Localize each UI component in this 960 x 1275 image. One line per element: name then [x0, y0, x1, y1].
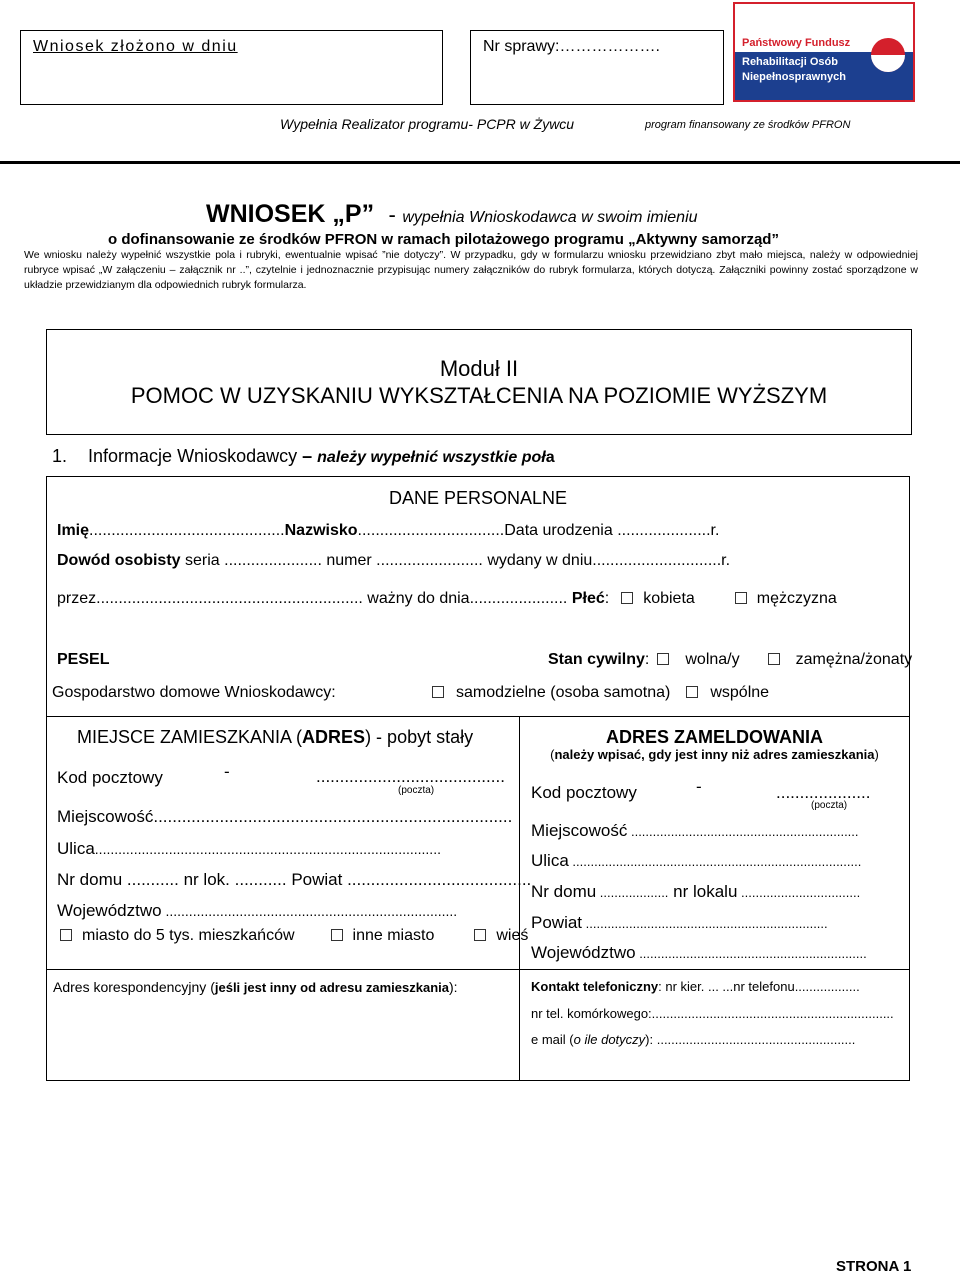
right-street-field[interactable]: ................................................................................: [568, 854, 862, 869]
birth-date-label: Data urodzenia: [504, 522, 613, 539]
left-post-office-caption: (poczta): [398, 785, 435, 796]
phone-row[interactable]: [531, 979, 860, 994]
male-label: mężczyzna: [756, 590, 837, 607]
right-flat-no-field[interactable]: .................................: [737, 885, 861, 900]
email-label-b: o ile dotyczy: [573, 1032, 646, 1047]
locality-type-row[interactable]: [60, 927, 528, 945]
case-number-box[interactable]: [470, 30, 724, 105]
sex-label: Płeć: [567, 590, 605, 607]
right-voivodeship-field[interactable]: ...............................................................: [635, 946, 867, 961]
right-postcode-label: Kod pocztowy: [531, 783, 637, 802]
email-label-a: e mail (: [531, 1032, 574, 1047]
left-street-field[interactable]: .........................................................................................: [94, 841, 441, 857]
form-title-dash: -: [388, 202, 396, 227]
issued-by-label: przez: [57, 590, 97, 607]
married-checkbox[interactable]: [768, 653, 780, 665]
logo-line2: Rehabilitacji Osób: [742, 56, 838, 68]
single-label: wolna/y: [685, 651, 740, 668]
left-postcode-dash: -: [224, 762, 230, 781]
right-flat-no-label: nr lokalu: [668, 882, 738, 901]
correspondence-label[interactable]: [53, 979, 458, 995]
left-city-field[interactable]: ............................................................................: [153, 807, 513, 826]
filled-by-note: Wypełnia Realizator programu- PCPR w Żywcu: [280, 116, 575, 132]
left-voivodeship-field[interactable]: ...........................................................................: [161, 903, 458, 919]
correspondence-label-c: ):: [448, 979, 458, 995]
residence-heading: [77, 727, 473, 748]
form-title-sub: wypełnia Wnioskodawca w swoim imieniu: [402, 209, 698, 226]
right-county-row[interactable]: [531, 913, 828, 933]
birth-date-field[interactable]: .....................r.: [612, 522, 720, 539]
personal-data-heading: DANE PERSONALNE: [388, 488, 568, 508]
right-house-no-label: Nr domu: [531, 882, 597, 901]
right-voivodeship-row[interactable]: [531, 943, 867, 963]
left-flat-no-label: nr lok.: [178, 870, 230, 889]
section1-dash: –: [302, 446, 313, 466]
mobile-row[interactable]: [531, 1006, 894, 1021]
left-number-row[interactable]: [57, 870, 531, 890]
module-subtitle: POMOC W UZYSKANIU WYKSZTAŁCENIA NA POZIOMIE WYŻSZYM: [130, 383, 828, 408]
registration-sub-c: ): [874, 747, 879, 762]
id-series-field[interactable]: seria ......................: [180, 552, 322, 569]
phone-label: Kontakt telefoniczny: [531, 979, 659, 994]
left-county-field[interactable]: .......................................: [342, 870, 532, 889]
right-street-label: Ulica: [531, 851, 569, 870]
form-title-main: WNIOSEK „P”: [206, 200, 375, 228]
section1-heading: [52, 446, 555, 467]
logo-line1: Państwowy Fundusz: [742, 37, 851, 49]
logo-circle-icon: [871, 38, 905, 72]
phone-field[interactable]: : nr kier. ... ...nr telefonu..................: [658, 979, 860, 994]
right-post-office-caption: (poczta): [811, 800, 848, 811]
last-name-field[interactable]: .................................: [357, 522, 505, 539]
small-town-checkbox[interactable]: [60, 929, 72, 941]
left-house-no-field[interactable]: ...........: [122, 870, 179, 889]
right-street-row[interactable]: [531, 851, 861, 871]
residence-heading-c: ) - pobyt stały: [365, 727, 474, 747]
household-single-checkbox[interactable]: [432, 686, 444, 698]
form-subtitle: o dofinansowanie ze środków PFRON w ramach pilotażowego programu „Aktywny samorząd”: [108, 231, 779, 248]
left-voivodeship-row[interactable]: [57, 901, 457, 921]
module-title: Moduł II: [439, 356, 519, 381]
female-checkbox[interactable]: [621, 592, 633, 604]
section1-note-end: a: [545, 449, 555, 466]
registration-heading: ADRES ZAMELDOWANIA: [606, 727, 823, 747]
right-house-no-field[interactable]: ...................: [596, 885, 669, 900]
household-shared-checkbox[interactable]: [686, 686, 698, 698]
residence-heading-b: ADRES: [302, 727, 366, 747]
marital-status-colon: :: [644, 651, 650, 668]
other-city-label: inne miasto: [352, 927, 435, 944]
first-name-field[interactable]: ............................................: [89, 522, 285, 539]
email-field[interactable]: ): .......................................................: [645, 1032, 856, 1047]
id-number-field[interactable]: numer ........................: [321, 552, 483, 569]
left-flat-no-field[interactable]: ...........: [229, 870, 287, 889]
sex-colon: :: [604, 590, 610, 607]
submitted-date-box[interactable]: [20, 30, 443, 105]
page-number: STRONA 1: [836, 1258, 912, 1275]
personal-row-1[interactable]: [57, 522, 719, 540]
personal-row-3[interactable]: [57, 590, 837, 608]
left-city-label: Miejscowość: [57, 807, 154, 826]
village-checkbox[interactable]: [474, 929, 486, 941]
right-city-field[interactable]: ...............................................................: [627, 824, 859, 839]
left-street-row[interactable]: [57, 839, 441, 859]
right-county-label: Powiat: [531, 913, 583, 932]
pfron-logo: [733, 2, 915, 102]
header-divider: [0, 161, 960, 164]
registration-sub-a: (: [550, 747, 555, 762]
left-city-row[interactable]: [57, 807, 512, 827]
left-house-no-label: Nr domu: [57, 870, 123, 889]
correspondence-label-a: Adres korespondencyjny (: [53, 979, 215, 995]
last-name-label: Nazwisko: [284, 522, 358, 539]
residence-heading-a: MIEJSCE ZAMIESZKANIA (: [77, 727, 303, 747]
male-checkbox[interactable]: [735, 592, 747, 604]
right-county-field[interactable]: ...................................................................: [582, 916, 828, 931]
case-number-label: Nr sprawy:……………….: [483, 38, 660, 55]
household[interactable]: [52, 684, 769, 702]
id-card-label: Dowód osobisty: [57, 552, 181, 569]
mobile-field[interactable]: nr tel. komórkowego:...................................................................: [531, 1006, 894, 1021]
right-post-office-field[interactable]: ....................: [776, 783, 871, 802]
right-postcode-dash: -: [696, 777, 702, 796]
small-town-label: miasto do 5 tys. mieszkańców: [82, 927, 295, 944]
pesel-label: PESEL: [57, 651, 110, 668]
other-city-checkbox[interactable]: [331, 929, 343, 941]
correspondence-label-b: jeśli jest inny od adresu zamieszkania: [214, 980, 449, 995]
left-voivodeship-label: Województwo: [57, 901, 162, 920]
form-title: [206, 200, 698, 229]
marital-status-label: Stan cywilny: [548, 651, 645, 668]
left-post-office-field[interactable]: ........................................: [316, 767, 505, 786]
right-city-row[interactable]: [531, 821, 859, 841]
first-name-label: Imię: [57, 522, 90, 539]
personal-row-2[interactable]: [57, 552, 730, 570]
left-postcode-label: Kod pocztowy: [57, 768, 163, 787]
village-label: wieś: [496, 927, 529, 944]
valid-until-field[interactable]: ważny do dnia......................: [362, 590, 568, 607]
right-voivodeship-label: Województwo: [531, 943, 636, 962]
married-label: zamężna/żonaty: [795, 651, 913, 668]
registration-subheading: [519, 747, 910, 762]
marital-status[interactable]: [548, 651, 912, 669]
instructions-text: We wniosku należy wypełnić wszystkie pola i rubryki, ewentualnie wpisać ”nie dotyczy”. W przypadku, gdy w formularzu wniosku przewidziano zbyt mało miejsca, należy w odpowiedniej rubryce wpisać „W załączeniu – załącznik nr ..”, czytelnie i jednoznacznie przypisując numery załączników do rubryk formularza, których dotyczą. Załączniki powinny zostać sporządzone w układzie przewidzianym dla odpowiednich rubryk formularza.: [24, 249, 918, 291]
single-checkbox[interactable]: [657, 653, 669, 665]
issued-by-field[interactable]: ............................................................: [96, 590, 363, 607]
section1-title: Informacje Wnioskodawcy: [88, 446, 298, 466]
female-label: kobieta: [643, 590, 695, 607]
section1-note: należy wypełnić wszystkie poł: [317, 449, 546, 466]
module-box: [46, 329, 912, 435]
household-label: Gospodarstwo domowe Wnioskodawcy:: [52, 684, 336, 701]
right-number-row[interactable]: [531, 882, 860, 902]
logo-line3: Niepełnosprawnych: [742, 71, 846, 83]
left-street-label: Ulica: [57, 839, 95, 858]
section1-number: 1.: [52, 446, 68, 466]
registration-sub-b: należy wpisać, gdy jest inny niż adres zamieszkania: [554, 747, 875, 762]
id-issued-field[interactable]: wydany w dniu.............................r.: [482, 552, 731, 569]
left-county-label: Powiat: [286, 870, 343, 889]
email-row[interactable]: [531, 1032, 855, 1047]
household-single-label: samodzielne (osoba samotna): [456, 684, 671, 701]
right-city-label: Miejscowość: [531, 821, 628, 840]
funding-note: program finansowany ze środków PFRON: [645, 119, 851, 131]
household-shared-label: wspólne: [710, 684, 770, 701]
submitted-date-label: Wniosek złożono w dniu: [33, 38, 238, 55]
